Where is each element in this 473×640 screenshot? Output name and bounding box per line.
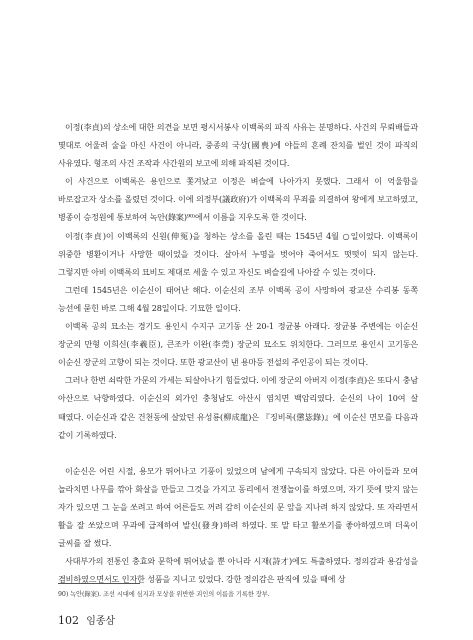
running-title: 임종삼	[86, 616, 116, 627]
footnote-divider	[58, 583, 140, 584]
paragraph: 그런데 1545년은 이순신이 태어난 해다. 이순신의 조부 이백록 공이 사망하여 광교산 수리봉 동쪽 능선에 묻힌 바로 그해 4월 28일이다. 기묘한 일이다.	[58, 284, 418, 313]
paragraph: 이순신은 어린 시절, 용모가 뛰어나고 기풍이 있었으며 남에게 구속되지 않았다. 다른 아이들과 모여 놀라치면 나무를 깎아 화살을 만들고 그것을 가지고 동리에서 전쟁놀이를 하였으며, 자기 뜻에 맞지 않는 자가 있으면 그 눈을 쏘려고 하여 어른들도 꺼려 감히 이순신의 문 앞을 지나려 하지 않았다. 또 자라면서 활을 잘 쏘았으며 무과에 급제하여 발신(發身)하려 하였다. 또 말 타고 활쏘기를 좋아하였으며 더욱이 글씨를 잘 썼다.	[58, 465, 418, 549]
paragraph: 이 사건으로 이백록은 용인으로 쫓겨났고 이정은 벼슬에 나아가지 못했다. 그래서 이 억울함을 바로잡고자 상소를 올렸던 것이다. 이에 의정부(議政府)가 이백록의 무죄를 의결하여 왕에게 보고하였고, 병종이 승정원에 통보하여 녹안(錄案)⁹⁰⁾에서 이름을 지우도록 한 것이다.	[58, 176, 418, 223]
paragraph: 사대부가의 전통인 충효와 문학에 뛰어났을 뿐 아니라 시재(詩才)에도 특출하였다. 정의감과 용감성을 겸비하였으면서도 인자한 성품을 지니고 있었다. 강한 정의감은 판직에 있을 때에 상	[58, 556, 418, 585]
paragraph: 그러나 한번 쇠락한 가문의 가세는 되살아나기 힘들었다. 이에 장군의 아버지 이정(李貞)은 또다시 충남 아산으로 낙향하였다. 이순신의 외가인 충청남도 아산시 염치면 백암리였다. 순신의 나이 10여 살 때였다. 이순신과 같은 건천동에 살았던 유성룡(柳成龍)은 『징비록(懲毖錄)』에 이순신 면모를 다음과 같이 기록하였다.	[58, 375, 418, 440]
paragraph-gap	[58, 444, 418, 462]
body-text	[58, 118, 418, 588]
paragraph: 이정(李貞)의 상소에 대한 의견을 보면 평시서봉사 이백록의 파직 사유는 분명하다. 사건의 무뢰배들과 몇대로 어울려 술을 마신 사건이 아니라, 중종의 국상(國喪)에 야들의 혼례 잔치를 벌인 것이 파직의 사유였다. 형조의 사건 조작과 사간원의 보고에 의해 파직된 것이다.	[58, 122, 418, 169]
footnote: 90) 녹안(錄案). 조선 시대에 심지과 모상을 위반한 괴인의 이름을 기록한 장부.	[58, 591, 270, 598]
paragraph: 이백록 공의 묘소는 경기도 용인시 수지구 고기동 산 20-1 정균봉 아래다. 장균봉 주변에는 이순신 장군의 만형 이희신(李羲臣), 큰조카 이완(李莞) 장군의 묘소도 위치한다. 그러므로 용인시 고기동은 이순신 장군의 고향이 되는 것이다. 또한 광교산이 낸 용마등 전설의 주인공이 되는 것이다.	[58, 321, 418, 368]
page-footer	[58, 612, 115, 627]
page-number: 102	[58, 614, 79, 627]
paragraph: 이정(李貞)이 이백록의 신원(伸冤)을 청하는 상소를 올린 때는 1545년 4월 ○일이었다. 이백록이 위중한 병환이거나 사망한 때이었을 것이다. 살아서 누명을 벗어야 죽어서도 떳떳이 되지 않는다. 그렇지만 아비 이백록의 묘비도 제대로 세울 수 있고 자신도 벼슬길에 나아갈 수 있는 것이다.	[58, 230, 418, 277]
